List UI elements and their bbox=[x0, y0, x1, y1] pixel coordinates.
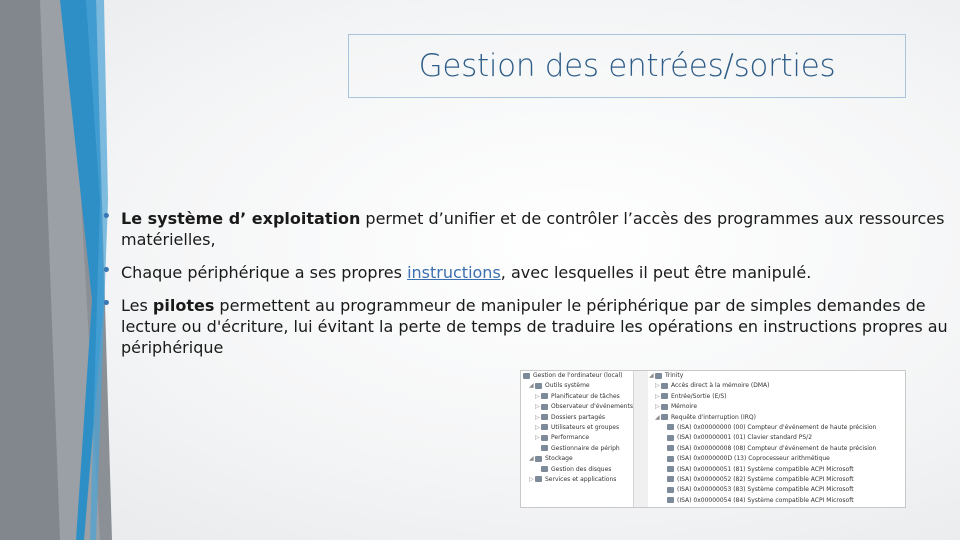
tree-row: ◢ Stockage bbox=[529, 455, 573, 463]
bullet-item-drivers bbox=[101, 293, 954, 358]
device-icon bbox=[667, 445, 674, 451]
device-manager-icon bbox=[541, 445, 548, 451]
bullet-dot-icon: • bbox=[101, 260, 112, 281]
device-icon bbox=[667, 476, 674, 482]
device-icon bbox=[667, 424, 674, 430]
resource-row: (ISA) 0x00000053 (83) Système compatible ACPI Microsoft bbox=[649, 485, 905, 495]
bullet-item-os bbox=[101, 206, 954, 250]
bullet-os-bold: Le système d’ exploitation bbox=[121, 209, 361, 228]
bullet-dot-icon: • bbox=[101, 206, 112, 227]
users-icon bbox=[541, 424, 548, 430]
tree-row: ◢ Outils système bbox=[529, 382, 590, 390]
computer-icon bbox=[523, 373, 530, 379]
storage-icon bbox=[535, 456, 542, 462]
tree-row: Gestion de l'ordinateur (local) bbox=[521, 371, 633, 381]
device-manager-screenshot bbox=[520, 370, 906, 508]
resource-row: ◢ Requête d'interruption (IRQ) bbox=[655, 413, 756, 421]
resource-row: (ISA) 0x00000008 (08) Compteur d'événement de haute précision bbox=[649, 444, 905, 454]
tree-row: ▷ Services et applications bbox=[529, 475, 617, 483]
resource-row: ▷ Accès direct à la mémoire (DMA) bbox=[655, 382, 770, 390]
pane-separator bbox=[634, 371, 648, 507]
disk-icon bbox=[541, 466, 548, 472]
bullet-drivers-text: permettent au programmeur de manipuler le périphérique par de simples demandes de lecture ou d'écriture, lui évitant la perte de temps de traduire les opérations en instructions propres au périphérique bbox=[121, 296, 948, 357]
tree-row: ▷ Observateur d'événements bbox=[535, 403, 633, 411]
memory-icon bbox=[661, 404, 668, 410]
decorative-side-bar bbox=[0, 0, 112, 540]
tree-row: ▷ Planificateur de tâches bbox=[535, 392, 620, 400]
bullet-drivers-pre: Les bbox=[121, 296, 153, 315]
io-icon bbox=[661, 393, 668, 399]
resource-row: ◢ Trinity bbox=[649, 372, 684, 379]
resource-row: ▷ Entrée/Sortie (E/S) bbox=[655, 392, 727, 400]
tree-row: ▷ Performance bbox=[535, 434, 590, 442]
tree-pane bbox=[521, 371, 634, 507]
dma-icon bbox=[661, 383, 668, 389]
device-icon bbox=[667, 435, 674, 441]
bullet-os-text: permet d’unifier et de contrôler l’accès des programmes aux ressources matérielles, bbox=[121, 209, 945, 249]
resource-row: (ISA) 0x00000054 (84) Système compatible ACPI Microsoft bbox=[649, 496, 905, 506]
clock-icon bbox=[541, 393, 548, 399]
performance-icon bbox=[541, 435, 548, 441]
tree-row: ▷ Utilisateurs et groupes bbox=[535, 423, 620, 431]
device-icon bbox=[667, 497, 674, 503]
bullet-instr-post: , avec lesquelles il peut être manipulé. bbox=[500, 263, 812, 282]
title-box bbox=[348, 34, 906, 98]
bullet-drivers-bold: pilotes bbox=[152, 296, 215, 315]
device-icon bbox=[667, 466, 674, 472]
device-icon bbox=[667, 487, 674, 493]
tree-row: ▷ Dossiers partagés bbox=[535, 413, 606, 421]
resource-row: (ISA) 0x00000000 (00) Compteur d'événement de haute précision bbox=[649, 423, 905, 433]
event-icon bbox=[541, 404, 548, 410]
resource-row: ▷ Mémoire bbox=[655, 403, 698, 411]
page-title: Gestion des entrées/sorties bbox=[418, 48, 836, 84]
resource-row: (ISA) 0x00000001 (01) Clavier standard PS/2 bbox=[649, 433, 905, 443]
bullet-item-instructions bbox=[101, 260, 954, 283]
computer-icon bbox=[655, 373, 662, 379]
irq-icon bbox=[661, 414, 668, 420]
services-icon bbox=[535, 476, 542, 482]
resource-row: (ISA) 0x0000000D (13) Coprocesseur arithmétique bbox=[649, 454, 905, 464]
folder-icon bbox=[541, 414, 548, 420]
bullet-dot-icon: • bbox=[101, 293, 112, 314]
resource-row: (ISA) 0x00000052 (82) Système compatible ACPI Microsoft bbox=[649, 475, 905, 485]
tree-row: Gestion des disques bbox=[521, 465, 633, 475]
device-icon bbox=[667, 456, 674, 462]
bullet-list bbox=[101, 206, 954, 370]
resource-row: (ISA) 0x00000051 (81) Système compatible ACPI Microsoft bbox=[649, 465, 905, 475]
tools-icon bbox=[535, 383, 542, 389]
instructions-link[interactable]: instructions bbox=[407, 263, 501, 282]
resource-pane bbox=[649, 371, 905, 507]
tree-row: Gestionnaire de périph bbox=[521, 444, 633, 454]
bullet-instr-pre: Chaque périphérique a ses propres bbox=[121, 263, 408, 282]
